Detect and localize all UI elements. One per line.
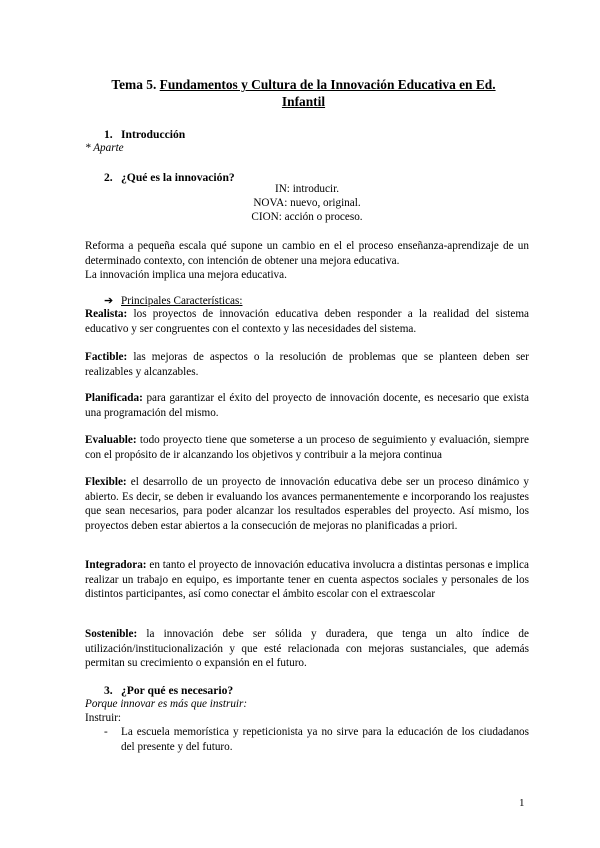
dash-bullet: -: [104, 726, 108, 738]
characteristic-term: Integradora:: [85, 559, 147, 571]
characteristic-term: Sostenible:: [85, 628, 138, 640]
arrow-icon: ➔: [104, 295, 114, 307]
characteristic-text: los proyectos de innovación educativa deben responder a la realidad del sistema educativo y ser congruentes con el contexto y las necesidades del sistema.: [85, 308, 529, 335]
characteristic-paragraph: [85, 475, 529, 533]
characteristic-text: el desarrollo de un proyecto de innovación educativa debe ser un proceso dinámico y abierto. Es decir, se deben ir evaluando los avances permanentemente e incorporando los reajustes que sean necesarios, para poder alcanzar los resultados esperables del proyecto. Así mismo, los proyectos deben estar abiertos a la consecución de mejoras no planificadas a priori.: [85, 476, 529, 532]
etymology-line: IN: introducir.: [274, 183, 339, 195]
characteristic-text: para garantizar el éxito del proyecto de innovación docente, es necesario que exista una programación del mismo.: [85, 392, 529, 419]
etymology-line: NOVA: nuevo, original.: [253, 197, 361, 209]
etymology-line: CION: acción o proceso.: [251, 211, 363, 223]
characteristics-label: Principales Características:: [121, 295, 243, 307]
page-number: 1: [519, 797, 525, 809]
characteristic-term: Flexible:: [85, 476, 127, 488]
characteristic-paragraph: [85, 558, 529, 602]
characteristic-text: la innovación debe ser sólida y duradera, que tenga un alto índice de utilización/institucionalización y que esté relacionada con mejoras sustanciales, que además permitan su crecimiento o expansión en el futuro.: [85, 628, 529, 669]
characteristic-term: Factible:: [85, 351, 128, 363]
title-prefix: Tema 5.: [111, 77, 160, 92]
page-title: [85, 76, 522, 110]
section-number: 3.: [104, 684, 113, 697]
characteristic-paragraph: [85, 350, 529, 379]
list-item-text: La escuela memorística y repeticionista ya no sirve para la educación de los ciudadanos del presente y del futuro.: [121, 726, 529, 753]
section-title: Introducción: [121, 128, 186, 141]
characteristic-text: todo proyecto tiene que someterse a un proceso de seguimiento y evaluación, siempre con el propósito de ir alcanzando los objetivos y contribuir a la mejora continua: [85, 434, 529, 461]
characteristic-term: Planificada:: [85, 392, 143, 404]
characteristic-paragraph: [85, 433, 529, 462]
characteristic-paragraph: [85, 391, 529, 420]
section-number: 1.: [104, 128, 113, 141]
characteristic-paragraph: [85, 627, 529, 671]
section-number: 2.: [104, 171, 113, 184]
characteristic-text: en tanto el proyecto de innovación educativa involucra a distintas personas e implica realizar un trabajo en equipo, es importante tener en cuenta aspectos sociales y personales de los distintos participantes, así como conectar el ámbito escolar con el extraescolar: [85, 559, 529, 600]
title-underlined-line2: Infantil: [281, 94, 326, 109]
implies-paragraph: La innovación implica una mejora educativa.: [85, 269, 287, 281]
intro-note: * Aparte: [85, 142, 124, 154]
why-subtitle: Porque innovar es más que instruir:: [85, 698, 248, 710]
section-title: ¿Qué es la innovación?: [121, 171, 235, 184]
characteristic-text: las mejoras de aspectos o la resolución de problemas que se planteen deben ser realizables y alcanzables.: [85, 351, 529, 378]
title-underlined-line1: Fundamentos y Cultura de la Innovación Educativa en Ed.: [159, 77, 496, 92]
instruir-label: Instruir:: [85, 712, 122, 724]
characteristic-paragraph: [85, 307, 529, 336]
characteristic-term: Evaluable:: [85, 434, 137, 446]
section-title: ¿Por qué es necesario?: [121, 684, 234, 697]
definition-paragraph: Reforma a pequeña escala qué supone un cambio en el el proceso enseñanza-aprendizaje de un determinado contexto, con intención de obtener una mejora educativa.: [85, 240, 529, 267]
characteristic-term: Realista:: [85, 308, 128, 320]
